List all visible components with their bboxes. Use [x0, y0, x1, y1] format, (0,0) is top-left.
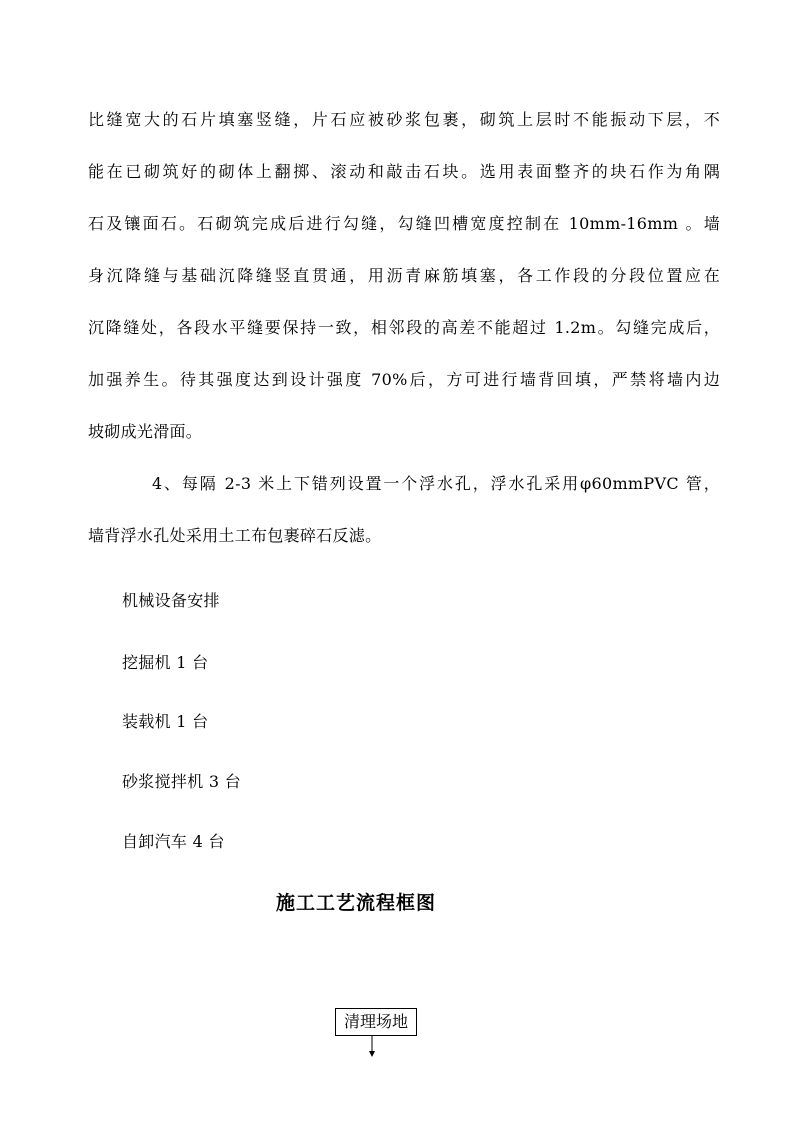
- equipment-item: 自卸汽车 4 台: [122, 832, 225, 851]
- paragraph-line: 身沉降缝与基础沉降缝竖直贯通，用沥青麻筋填塞，各工作段的分段位置应在: [88, 266, 720, 285]
- flowchart-step-box: 清理场地: [335, 1008, 417, 1036]
- equipment-item: 装载机 1 台: [122, 712, 209, 731]
- flowchart-title: 施工工艺流程框图: [276, 892, 437, 914]
- equipment-item: 挖掘机 1 台: [122, 653, 209, 672]
- paragraph-line: 加强养生。待其强度达到设计强度 70%后，方可进行墙背回填，严禁将墙内边: [88, 370, 720, 389]
- equipment-item: 砂浆搅拌机 3 台: [122, 772, 242, 791]
- paragraph-line: 能在已砌筑好的砌体上翻掷、滚动和敲击石块。选用表面整齐的块石作为角隅: [88, 162, 720, 181]
- paragraph-line: 坡砌成光滑面。: [88, 422, 203, 441]
- paragraph-line: 比缝宽大的石片填塞竖缝，片石应被砂浆包裹，砌筑上层时不能振动下层，不: [88, 110, 720, 129]
- equipment-heading: 机械设备安排: [122, 591, 220, 610]
- paragraph-line: 沉降缝处，各段水平缝要保持一致，相邻段的高差不能超过 1.2m。勾缝完成后，: [88, 318, 720, 337]
- paragraph-line: 墙背浮水孔处采用土工布包裹碎石反滤。: [88, 526, 382, 545]
- flowchart-arrow-down-icon: [366, 1036, 378, 1058]
- paragraph-line: 4、每隔 2-3 米上下错列设置一个浮水孔，浮水孔采用φ60mmPVC 管，: [152, 474, 720, 493]
- paragraph-line: 石及镶面石。石砌筑完成后进行勾缝，勾缝凹槽宽度控制在 10mm-16mm 。墙: [88, 214, 720, 233]
